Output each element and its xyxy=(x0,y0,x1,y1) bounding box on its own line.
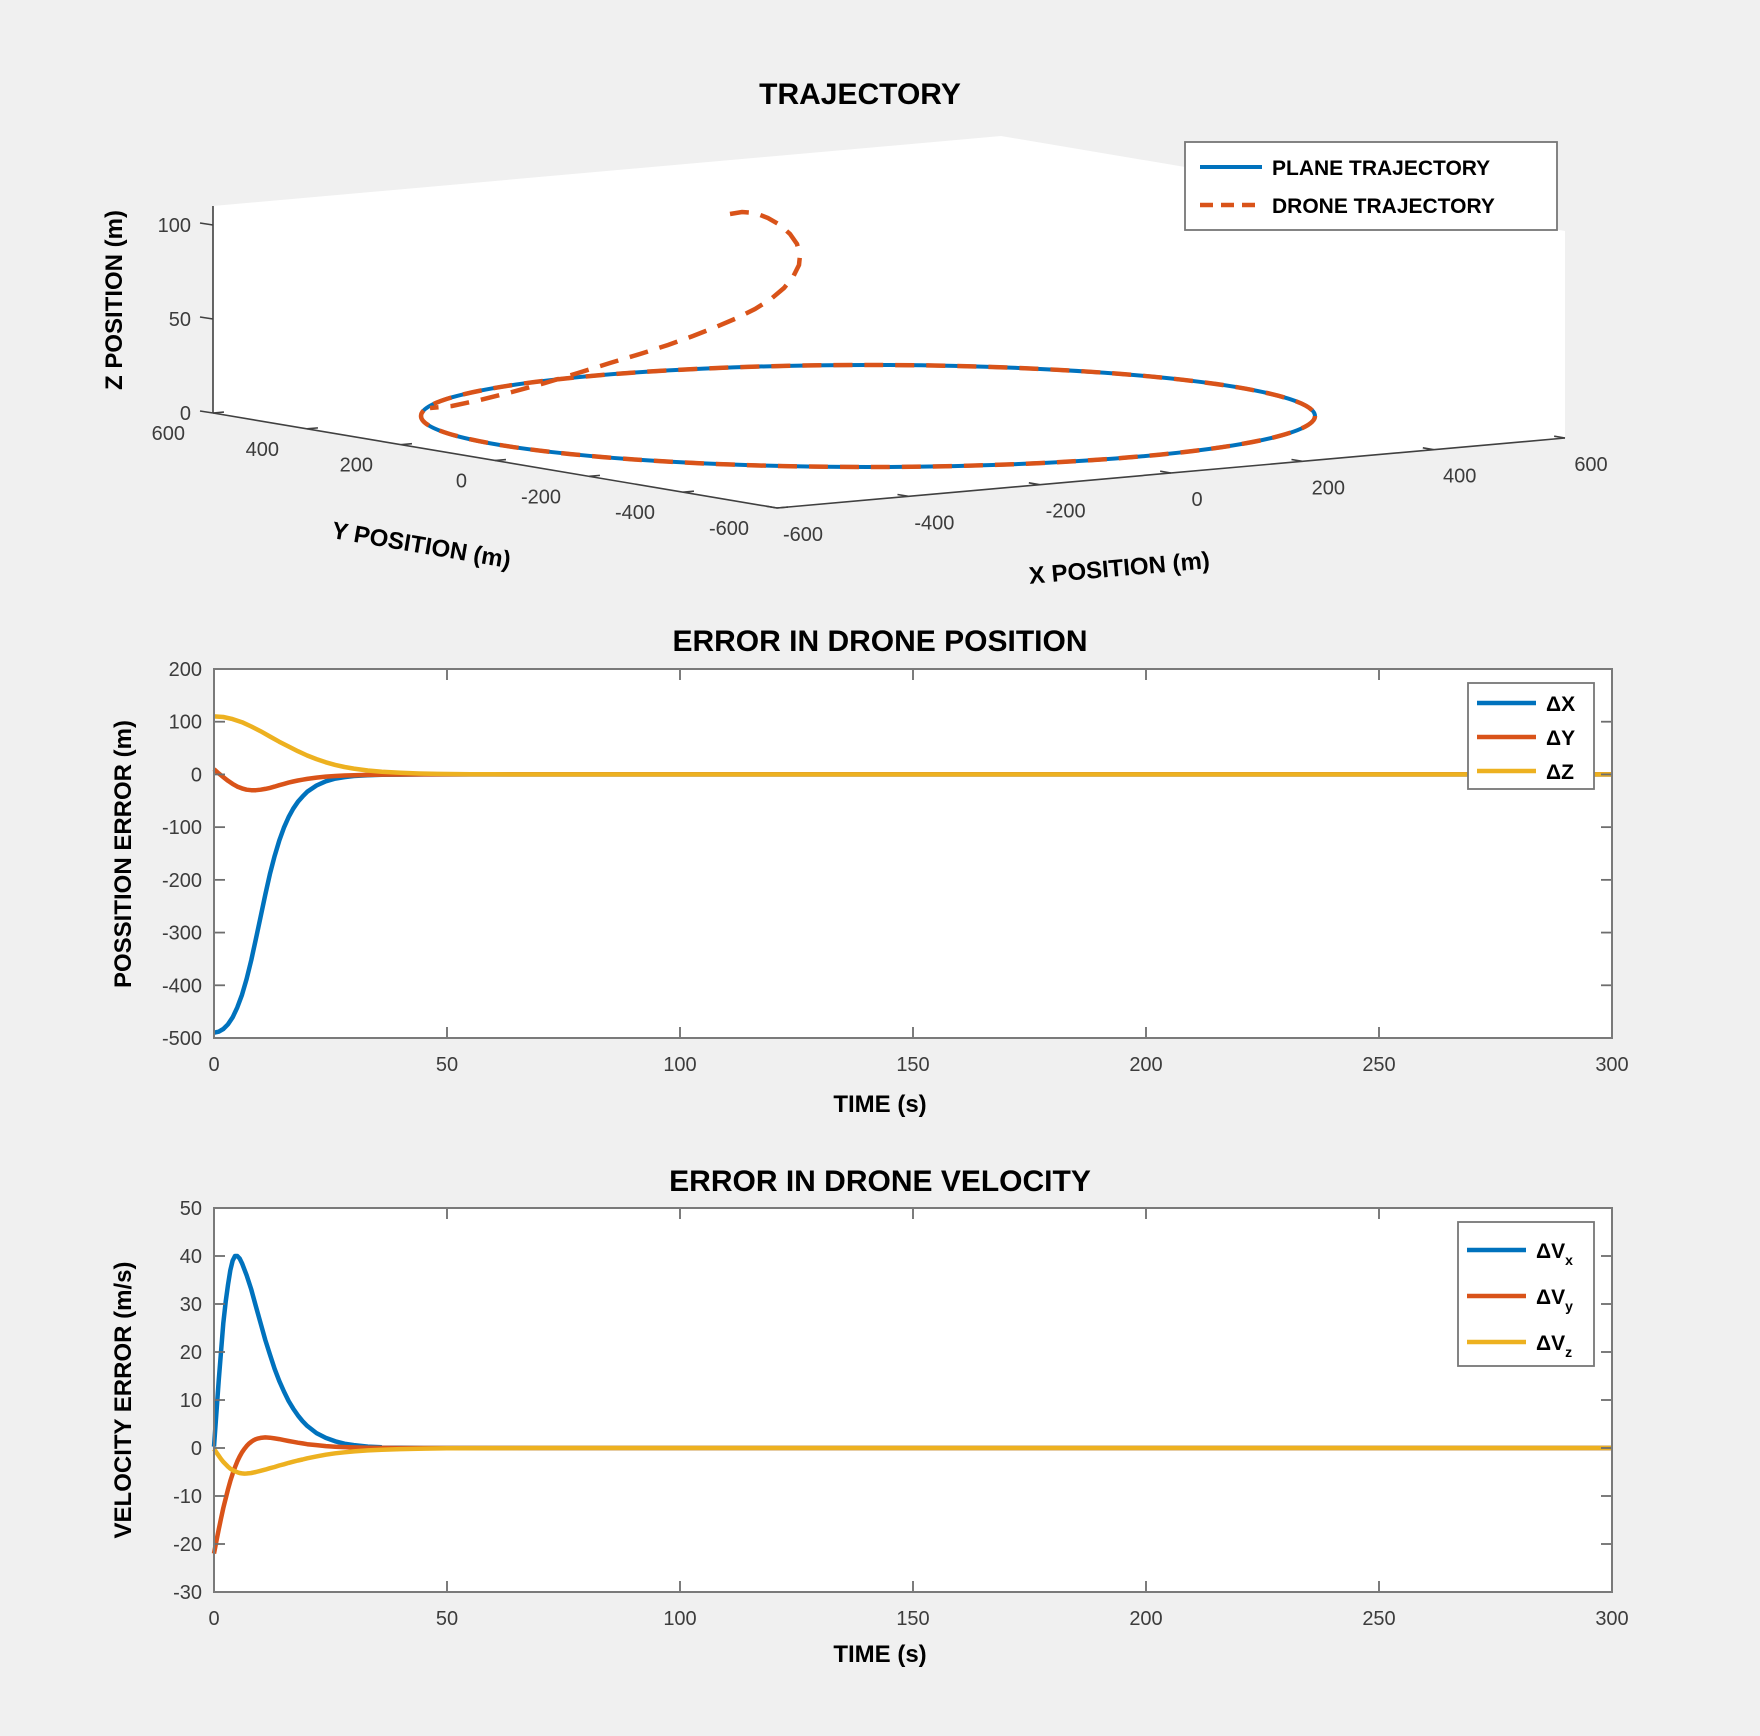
y-tick-label: 40 xyxy=(179,1246,202,1268)
y-tick-mark xyxy=(683,491,694,492)
legend-label-dy: ΔY xyxy=(1546,727,1576,750)
y-tick-mark xyxy=(777,507,788,508)
y-tick-label: 10 xyxy=(179,1390,202,1412)
y-tick-label: -100 xyxy=(161,817,202,840)
plot-title-velocity-error: ERROR IN DRONE VELOCITY xyxy=(669,1165,1091,1198)
x-tick-label: 50 xyxy=(435,1608,459,1630)
y-tick-label: 600 xyxy=(151,423,185,445)
y-tick-mark xyxy=(495,460,506,461)
y-tick-label: 30 xyxy=(179,1294,202,1316)
y-tick-label: -10 xyxy=(173,1486,202,1508)
z-tick-label: 50 xyxy=(168,309,191,331)
x-axis-label-position: TIME (s) xyxy=(833,1091,927,1118)
x-tick-label: 0 xyxy=(208,1054,220,1076)
legend-velocity-error xyxy=(1458,1222,1594,1366)
legend-label-dvx-main: ΔV xyxy=(1536,1240,1566,1263)
x-tick-label: 150 xyxy=(896,1054,930,1076)
legend-label-drone: DRONE TRAJECTORY xyxy=(1272,195,1495,218)
x-tick-label: 0 xyxy=(1191,489,1203,511)
plot-area xyxy=(214,1208,1612,1592)
y-tick-label: 200 xyxy=(339,454,373,477)
y-axis-label-3d: Y POSITION (m) xyxy=(329,517,513,575)
y-tick-mark xyxy=(307,428,318,429)
x-tick-label: 300 xyxy=(1595,1054,1629,1076)
legend-label-dvx-sub: x xyxy=(1565,1252,1573,1268)
y-tick-label: 0 xyxy=(190,764,202,787)
y-tick-label: -200 xyxy=(161,869,202,892)
y-tick-label: -500 xyxy=(161,1028,202,1050)
y-tick-label: -20 xyxy=(173,1534,202,1556)
plot-area xyxy=(214,669,1612,1038)
x-tick-label: -400 xyxy=(914,512,955,535)
x-tick-label: 100 xyxy=(663,1054,697,1076)
x-tick-label: -200 xyxy=(1045,500,1086,523)
y-tick-label: 0 xyxy=(190,1438,202,1460)
legend-label-dvy-sub: y xyxy=(1565,1298,1573,1314)
x-tick-label: 200 xyxy=(1129,1054,1163,1076)
x-tick-label: 250 xyxy=(1362,1608,1396,1630)
y-tick-mark xyxy=(589,475,600,476)
y-tick-label: 200 xyxy=(168,659,202,681)
x-tick-label: 0 xyxy=(208,1608,220,1630)
x-tick-label: 200 xyxy=(1129,1608,1163,1630)
y-tick-label: -400 xyxy=(614,502,655,525)
x-axis-label-3d: X POSITION (m) xyxy=(1027,547,1211,590)
x-tick-label: 600 xyxy=(1574,454,1608,476)
z-tick-label: 100 xyxy=(157,215,191,237)
x-tick-label: -600 xyxy=(782,524,824,546)
z-axis-label-3d: Z POSITION (m) xyxy=(101,210,128,390)
y-tick-mark xyxy=(213,412,224,413)
y-tick-label: 50 xyxy=(179,1198,202,1220)
y-tick-label: -300 xyxy=(161,922,202,945)
velocity-error-plot xyxy=(110,1165,1629,1668)
y-tick-label: -400 xyxy=(161,975,202,998)
legend-label-dvz-sub: z xyxy=(1565,1344,1573,1360)
legend-label-dx: ΔX xyxy=(1546,693,1576,716)
legend-label-plane: PLANE TRAJECTORY xyxy=(1272,157,1491,180)
y-tick-label: -600 xyxy=(708,518,749,540)
legend-3d xyxy=(1185,142,1557,230)
y-axis-label-velocity: VELOCITY ERROR (m/s) xyxy=(110,1261,137,1539)
y-tick-label: 20 xyxy=(179,1342,202,1364)
y-tick-label: 0 xyxy=(455,470,467,493)
legend-label-dvz-main: ΔV xyxy=(1536,1332,1566,1355)
y-axis-label-position: POSSITION ERROR (m) xyxy=(110,719,137,989)
plot-title-trajectory: TRAJECTORY xyxy=(759,78,961,111)
x-tick-label: 150 xyxy=(896,1608,930,1630)
x-tick-label: 200 xyxy=(1311,477,1346,500)
y-tick-label: 400 xyxy=(245,438,279,461)
plot-title-position-error: ERROR IN DRONE POSITION xyxy=(672,625,1088,658)
x-tick-label: 300 xyxy=(1595,1608,1629,1630)
x-tick-label: 50 xyxy=(435,1054,459,1076)
x-tick-label: 100 xyxy=(663,1608,697,1630)
x-axis-label-velocity: TIME (s) xyxy=(833,1641,927,1668)
y-tick-mark xyxy=(401,444,412,445)
legend-label-dz: ΔZ xyxy=(1546,761,1574,784)
z-tick-label: 0 xyxy=(179,403,191,425)
y-tick-label: -30 xyxy=(173,1582,202,1604)
legend-label-dvy-main: ΔV xyxy=(1536,1286,1566,1309)
legend-position-error xyxy=(1468,683,1594,789)
y-tick-label: 100 xyxy=(168,711,202,734)
y-tick-label: -200 xyxy=(520,486,561,509)
x-tick-label: 250 xyxy=(1362,1054,1396,1076)
x-tick-label: 400 xyxy=(1442,465,1477,488)
